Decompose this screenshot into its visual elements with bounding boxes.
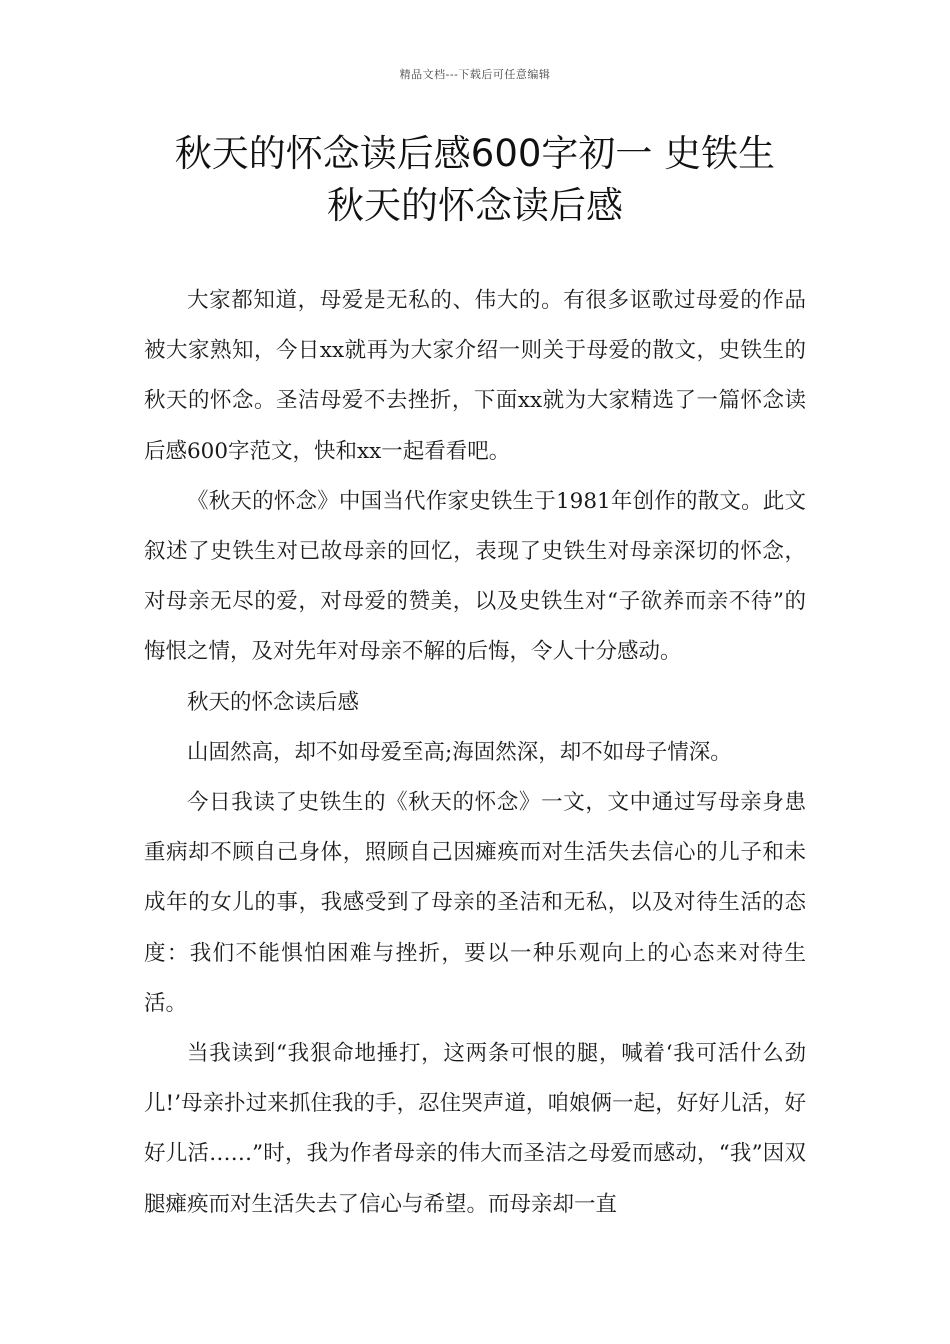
paragraph-excerpt: 当我读到“我狠命地捶打，这两条可恨的腿，喊着‘我可活什么劲儿!’母亲扑过来抓住我的手，忍住哭声道，咱娘俩一起，好好儿活，好好儿活……”时，我为作者母亲的伟大而圣洁之母爱而感动，“我”因双腿瘫痪而对生活失去了信心与希望。而母亲却一直 <box>144 1041 806 1217</box>
paragraph-reflection: 今日我读了史铁生的《秋天的怀念》一文，文中通过写母亲身患重病却不顾自己身体，照顾自己因瘫痪而对生活失去信心的儿子和未成年的女儿的事，我感受到了母亲的圣洁和无私，以及对待生活的态度：我们不能惧怕困难与挫折，要以一种乐观向上的心态来对待生活。 <box>144 790 806 1016</box>
document-title <box>120 128 830 232</box>
paragraph-intro: 大家都知道，母爱是无私的、伟大的。有很多讴歌过母爱的作品被大家熟知，今日xx就再为大家介绍一则关于母爱的散文，史铁生的秋天的怀念。圣洁母爱不去挫折，下面xx就为大家精选了一篇怀念读后感600字范文，快和xx一起看看吧。 <box>144 288 806 464</box>
section-heading: 秋天的怀念读后感 <box>187 689 360 715</box>
paragraph-background: 《秋天的怀念》中国当代作家史铁生于1981年创作的散文。此文叙述了史铁生对已故母亲的回忆，表现了史铁生对母亲深切的怀念，对母亲无尽的爱，对母爱的赞美，以及史铁生对“子欲养而亲不待”的悔恨之情，及对先年对母亲不解的后悔，令人十分感动。 <box>144 488 806 665</box>
document-body <box>144 276 806 1230</box>
header-note: 精品文档---下载后可任意编辑 <box>399 68 551 81</box>
title-line-1: 秋天的怀念读后感600字初一 史铁生 <box>174 132 776 175</box>
paragraph-quote: 山固然高，却不如母爱至高;海固然深，却不如母子情深。 <box>187 739 732 765</box>
title-line-2: 秋天的怀念读后感 <box>327 184 623 227</box>
